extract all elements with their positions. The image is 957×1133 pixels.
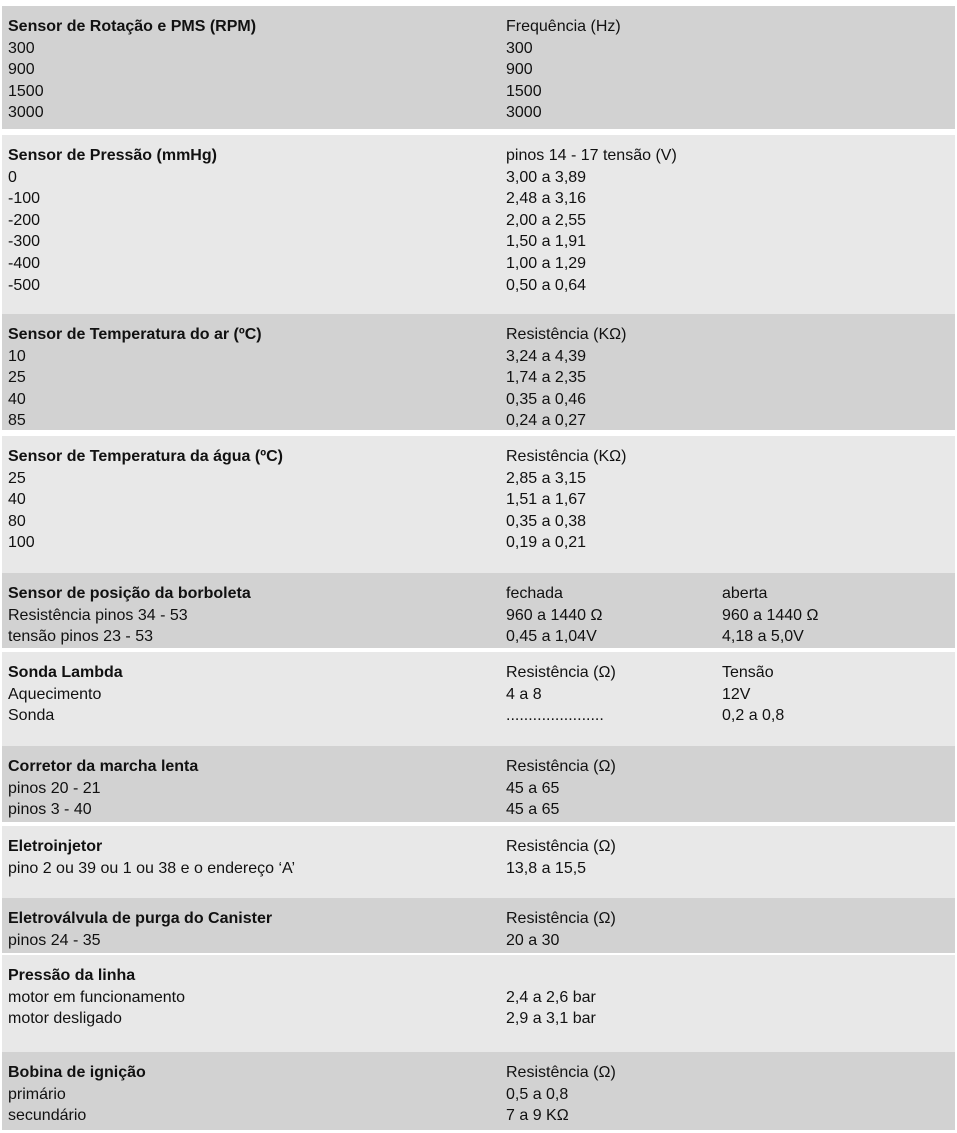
column-header-secondary: aberta bbox=[722, 585, 768, 602]
parameter-cell: 40 bbox=[8, 491, 26, 509]
column-header: Resistência (Ω) bbox=[506, 1064, 616, 1081]
parameter-cell: Resistência pinos 34 - 53 bbox=[8, 606, 188, 624]
secondary-value-cell: 12V bbox=[722, 685, 751, 703]
table-row bbox=[2, 1105, 955, 1127]
section-title: Sensor de Temperatura do ar (ºC) bbox=[8, 326, 262, 343]
value-cell: 2,48 a 3,16 bbox=[506, 190, 587, 208]
table-row bbox=[2, 275, 955, 297]
section-header bbox=[2, 908, 955, 930]
value-cell: 0,35 a 0,38 bbox=[506, 512, 587, 530]
table-row bbox=[2, 410, 955, 432]
spec-section bbox=[2, 436, 955, 573]
column-header-secondary: Tensão bbox=[722, 664, 774, 681]
value-cell: 1,51 a 1,67 bbox=[506, 491, 587, 509]
table-row bbox=[2, 778, 955, 800]
column-header: Resistência (Ω) bbox=[506, 838, 616, 855]
value-cell: 300 bbox=[506, 39, 533, 57]
table-row bbox=[2, 389, 955, 411]
table-row bbox=[2, 987, 955, 1009]
spec-section bbox=[2, 573, 955, 648]
value-cell: 20 a 30 bbox=[506, 931, 560, 949]
section-title: Bobina de ignição bbox=[8, 1064, 146, 1081]
parameter-cell: secundário bbox=[8, 1107, 87, 1125]
parameter-cell: pinos 24 - 35 bbox=[8, 931, 101, 949]
value-cell: 2,9 a 3,1 bar bbox=[506, 1010, 596, 1028]
table-row bbox=[2, 684, 955, 706]
parameter-cell: pinos 20 - 21 bbox=[8, 779, 101, 797]
parameter-cell: -100 bbox=[8, 190, 41, 208]
table-row bbox=[2, 626, 955, 648]
section-title: Eletroinjetor bbox=[8, 838, 103, 855]
column-header: Resistência (KΩ) bbox=[506, 326, 627, 343]
table-row bbox=[2, 167, 955, 189]
value-cell: 0,19 a 0,21 bbox=[506, 534, 587, 552]
table-row bbox=[2, 210, 955, 232]
secondary-value-cell: 960 a 1440 Ω bbox=[722, 606, 819, 624]
value-cell: 900 bbox=[506, 61, 533, 79]
spec-section bbox=[2, 314, 955, 430]
section-title: Sensor de Temperatura da água (ºC) bbox=[8, 448, 283, 465]
value-cell: 0,45 a 1,04V bbox=[506, 628, 597, 646]
column-header: pinos 14 - 17 tensão (V) bbox=[506, 147, 677, 164]
value-cell: 4 a 8 bbox=[506, 685, 542, 703]
section-title: Pressão da linha bbox=[8, 967, 136, 984]
column-header: Resistência (Ω) bbox=[506, 910, 616, 927]
parameter-cell: -200 bbox=[8, 211, 41, 229]
value-cell: 2,85 a 3,15 bbox=[506, 469, 587, 487]
section-header bbox=[2, 446, 955, 468]
parameter-cell: 1500 bbox=[8, 82, 44, 100]
table-row bbox=[2, 705, 955, 727]
table-row bbox=[2, 930, 955, 952]
parameter-cell: 85 bbox=[8, 412, 26, 430]
spec-section bbox=[2, 898, 955, 953]
table-row bbox=[2, 532, 955, 554]
parameter-cell: -300 bbox=[8, 233, 41, 251]
value-cell: 0,24 a 0,27 bbox=[506, 412, 587, 430]
value-cell: 960 a 1440 Ω bbox=[506, 606, 603, 624]
parameter-cell: pinos 3 - 40 bbox=[8, 801, 92, 819]
value-cell: ...................... bbox=[506, 707, 604, 725]
secondary-value-cell: 0,2 a 0,8 bbox=[722, 707, 785, 725]
column-header: Frequência (Hz) bbox=[506, 18, 621, 35]
value-cell: 1,74 a 2,35 bbox=[506, 369, 587, 387]
parameter-cell: 0 bbox=[8, 168, 17, 186]
value-cell: 2,00 a 2,55 bbox=[506, 211, 587, 229]
section-header bbox=[2, 836, 955, 858]
table-row bbox=[2, 1084, 955, 1106]
section-header bbox=[2, 756, 955, 778]
column-header: fechada bbox=[506, 585, 563, 602]
parameter-cell: -500 bbox=[8, 276, 41, 294]
parameter-cell: 40 bbox=[8, 390, 26, 408]
secondary-value-cell: 4,18 a 5,0V bbox=[722, 628, 804, 646]
table-row bbox=[2, 346, 955, 368]
spec-section bbox=[2, 652, 955, 746]
table-row bbox=[2, 367, 955, 389]
parameter-cell: -400 bbox=[8, 255, 41, 272]
parameter-cell: tensão pinos 23 - 53 bbox=[8, 628, 153, 646]
table-row bbox=[2, 489, 955, 511]
value-cell: 3000 bbox=[506, 104, 542, 122]
section-title: Eletroválvula de purga do Canister bbox=[8, 910, 273, 927]
spec-section bbox=[2, 746, 955, 822]
table-row bbox=[2, 38, 955, 60]
table-row bbox=[2, 59, 955, 81]
parameter-cell: 900 bbox=[8, 61, 35, 79]
parameter-cell: 80 bbox=[8, 512, 26, 530]
table-row bbox=[2, 102, 955, 124]
column-header: Resistência (KΩ) bbox=[506, 448, 627, 465]
spec-section bbox=[2, 1052, 955, 1130]
parameter-cell: primário bbox=[8, 1085, 66, 1103]
section-title: Sensor de Rotação e PMS (RPM) bbox=[8, 18, 257, 35]
value-cell: 7 a 9 KΩ bbox=[506, 1107, 569, 1125]
parameter-cell: 25 bbox=[8, 469, 26, 487]
value-cell: 0,35 a 0,46 bbox=[506, 390, 587, 408]
value-cell: 1,50 a 1,91 bbox=[506, 233, 587, 251]
parameter-cell: 10 bbox=[8, 347, 26, 365]
value-cell: 13,8 a 15,5 bbox=[506, 859, 587, 877]
section-header bbox=[2, 1062, 955, 1084]
section-title: Sensor de posição da borboleta bbox=[8, 585, 251, 602]
value-cell: 45 a 65 bbox=[506, 801, 560, 819]
section-title: Corretor da marcha lenta bbox=[8, 758, 199, 775]
section-header bbox=[2, 965, 955, 987]
spec-section bbox=[2, 6, 955, 129]
parameter-cell: Sonda bbox=[8, 707, 55, 725]
section-header bbox=[2, 324, 955, 346]
parameter-cell: pino 2 ou 39 ou 1 ou 38 e o endereço ‘A’ bbox=[8, 859, 296, 877]
value-cell: 0,5 a 0,8 bbox=[506, 1085, 569, 1103]
section-title: Sonda Lambda bbox=[8, 664, 123, 681]
spec-section bbox=[2, 135, 955, 314]
parameter-cell: motor desligado bbox=[8, 1010, 122, 1028]
table-row bbox=[2, 858, 955, 880]
table-row bbox=[2, 81, 955, 103]
column-header: Resistência (Ω) bbox=[506, 758, 616, 775]
table-row bbox=[2, 799, 955, 821]
value-cell: 2,4 a 2,6 bar bbox=[506, 988, 596, 1006]
section-header bbox=[2, 662, 955, 684]
section-header bbox=[2, 145, 955, 167]
parameter-cell: 3000 bbox=[8, 104, 44, 122]
value-cell: 1500 bbox=[506, 82, 542, 100]
table-row bbox=[2, 1008, 955, 1030]
section-header bbox=[2, 583, 955, 605]
value-cell: 3,24 a 4,39 bbox=[506, 347, 587, 365]
table-row bbox=[2, 253, 955, 275]
table-row bbox=[2, 468, 955, 490]
value-cell: 3,00 a 3,89 bbox=[506, 168, 587, 186]
parameter-cell: motor em funcionamento bbox=[8, 988, 185, 1006]
table-row bbox=[2, 231, 955, 253]
table-row bbox=[2, 188, 955, 210]
table-row bbox=[2, 605, 955, 627]
value-cell: 0,50 a 0,64 bbox=[506, 276, 587, 294]
value-cell: 1,00 a 1,29 bbox=[506, 255, 587, 272]
table-row bbox=[2, 511, 955, 533]
spec-section bbox=[2, 955, 955, 1052]
section-title: Sensor de Pressão (mmHg) bbox=[8, 147, 217, 164]
column-header: Resistência (Ω) bbox=[506, 664, 616, 681]
spec-section bbox=[2, 826, 955, 898]
value-cell: 45 a 65 bbox=[506, 779, 560, 797]
parameter-cell: 300 bbox=[8, 39, 35, 57]
section-header bbox=[2, 16, 955, 38]
parameter-cell: 25 bbox=[8, 369, 26, 387]
parameter-cell: 100 bbox=[8, 534, 35, 552]
parameter-cell: Aquecimento bbox=[8, 685, 102, 703]
